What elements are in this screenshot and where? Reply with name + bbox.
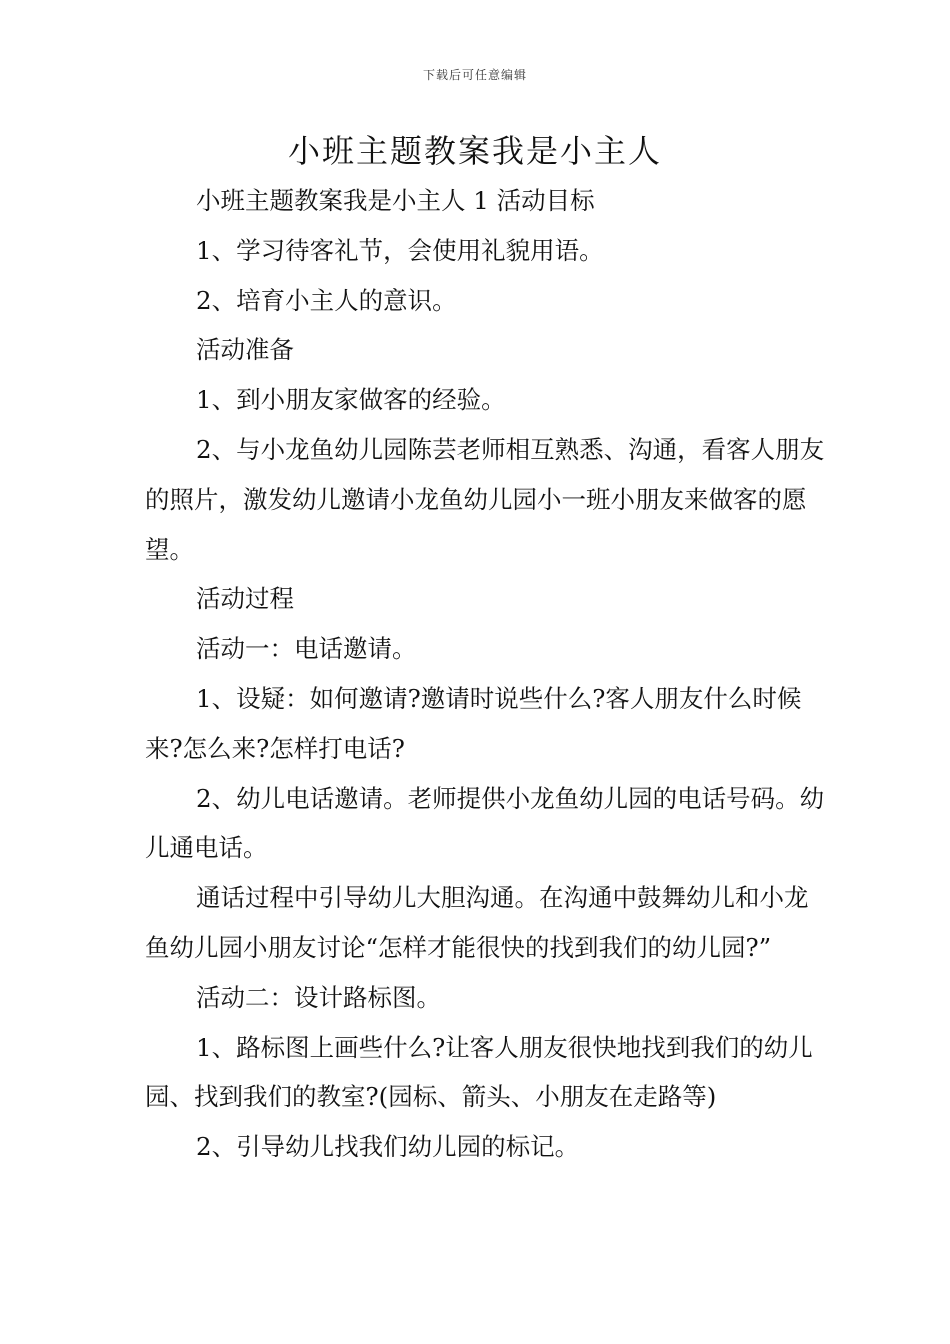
activity-one-heading: 活动一：电话邀请。 [196,634,417,664]
paragraph-activity1-step2: 2、幼儿电话邀请。老师提供小龙鱼幼儿园的电话号码。幼儿通电话。 [145,783,825,863]
activity-two-heading: 活动二：设计路标图。 [196,982,441,1012]
document-title: 小班主题教案我是小主人 [287,132,662,170]
header-note: 下载后可任意编辑 [422,68,527,82]
paragraph-activity1-note: 通话过程中引导幼儿大胆沟通。在沟通中鼓舞幼儿和小龙鱼幼儿园小朋友讨论“怎样才能很快的找到我们的幼儿园?” [145,883,809,962]
paragraph-goal-1: 1、学习待客礼节，会使用礼貌用语。 [196,235,604,265]
paragraph-activity1-step1: 1、设疑：如何邀请?邀请时说些什么?客人朋友什么时候来?怎么来?怎样打电话? [145,683,802,763]
paragraph-prep-1: 1、到小朋友家做客的经验。 [196,385,506,415]
document-body [145,176,830,1172]
paragraph-activity2-step2: 2、引导幼儿找我们幼儿园的标记。 [196,1132,580,1162]
paragraph-activity2-step1: 1、路标图上画些什么?让客人朋友很快地找到我们的幼儿园、找到我们的教室?(园标、箭头、小朋友在走路等) [145,1032,813,1112]
paragraph-prep-2: 2、与小龙鱼幼儿园陈芸老师相互熟悉、沟通，看客人朋友的照片，激发幼儿邀请小龙鱼幼儿园小一班小朋友来做客的愿望。 [145,434,825,564]
section-heading-process: 活动过程 [196,584,294,614]
paragraph-goal-2: 2、培育小主人的意识。 [196,285,457,315]
paragraph-intro: 小班主题教案我是小主人 1 活动目标 [196,186,595,215]
section-heading-preparation: 活动准备 [196,335,294,365]
